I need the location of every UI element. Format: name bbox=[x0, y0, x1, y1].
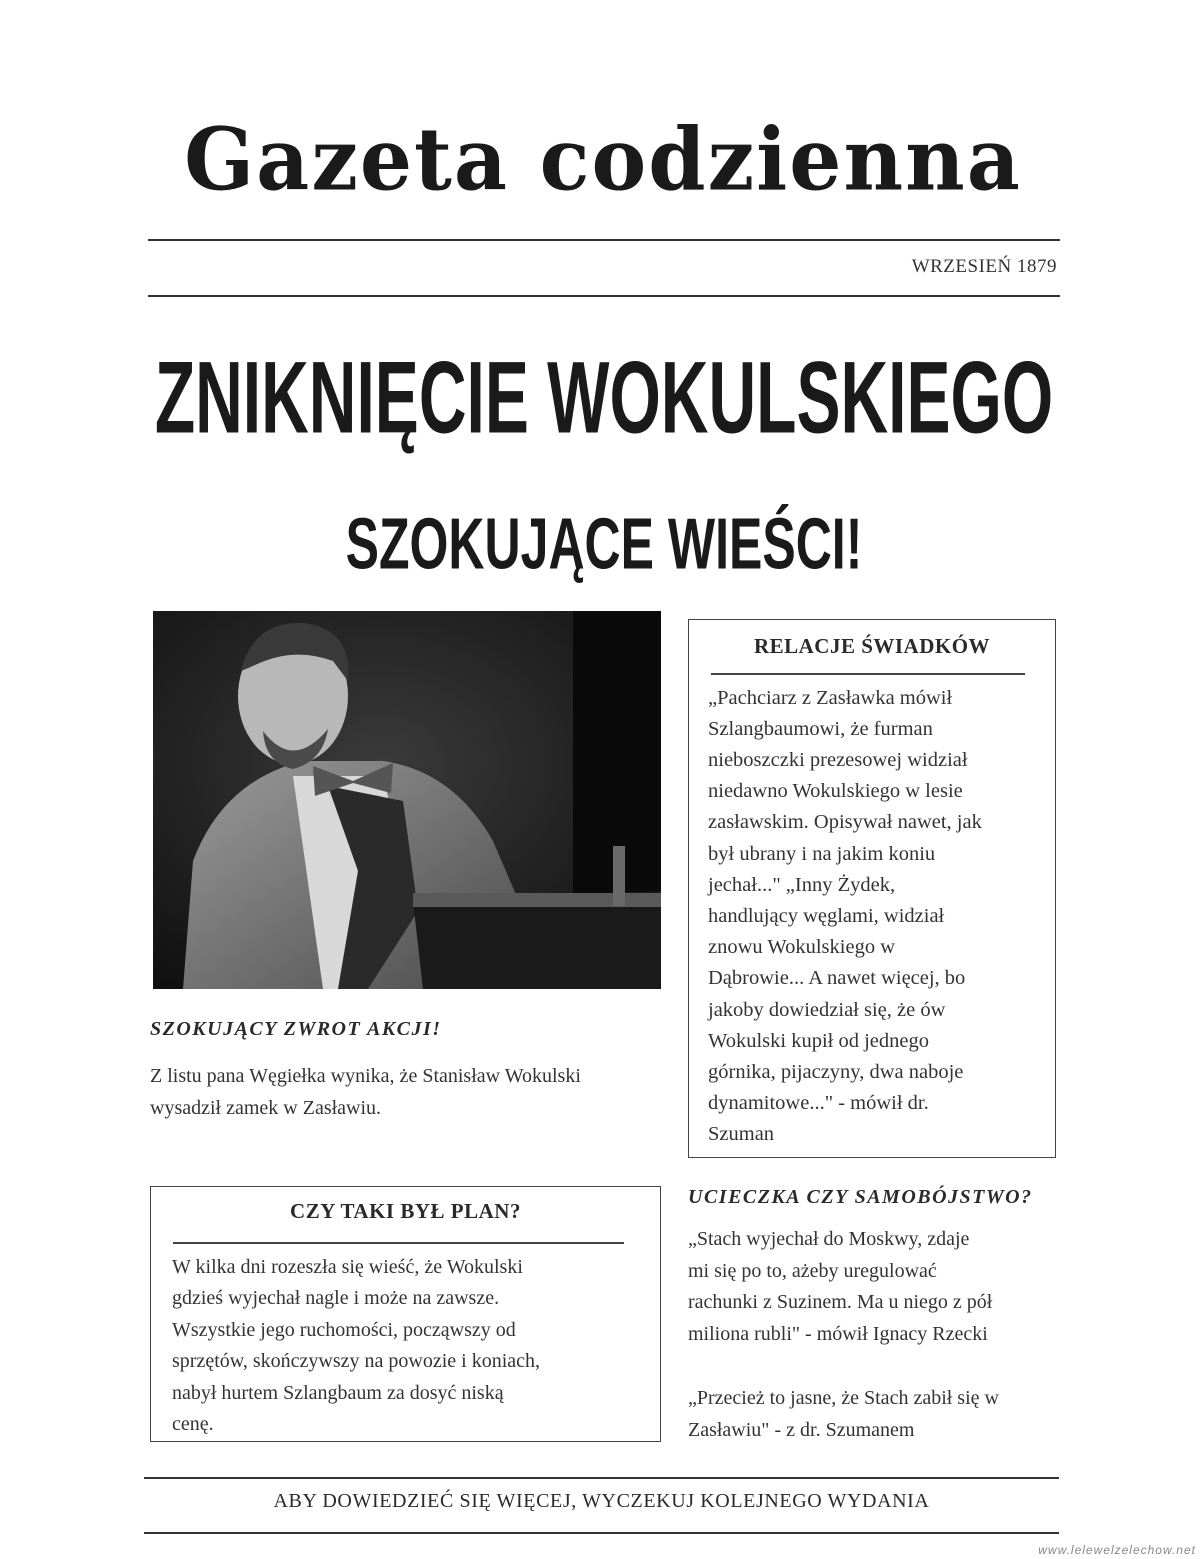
portrait-photo bbox=[153, 611, 661, 989]
footer-top-rule bbox=[144, 1477, 1059, 1479]
witness-box bbox=[688, 619, 1056, 1158]
watermark: www.lelewelzelechow.net bbox=[1038, 1543, 1196, 1557]
lead-article-text: Z listu pana Węgiełka wynika, że Stanisław Wokulski wysadził zamek w Zasławiu. bbox=[150, 1065, 581, 1119]
witness-box-rule bbox=[711, 673, 1025, 675]
plan-box-title: CZY TAKI BYŁ PLAN? bbox=[290, 1199, 521, 1223]
masthead-top-rule bbox=[148, 239, 1060, 241]
escape-quote-rzecki: „Stach wyjechał do Moskwy, zdaje mi się po to, ażeby uregulować rachunki z Suzinem. Ma u niego z pół miliona rubli" - mówił Ignacy Rzecki bbox=[688, 1228, 993, 1345]
witness-box-title: RELACJE ŚWIADKÓW bbox=[753, 634, 991, 658]
portrait-photo-icon bbox=[153, 611, 661, 989]
issue-date: WRZESIEŃ 1879 bbox=[911, 256, 1057, 277]
footer-bottom-rule bbox=[144, 1532, 1059, 1534]
footer-text: ABY DOWIEDZIEĆ SIĘ WIĘCEJ, WYCZEKUJ KOLEJNEGO WYDANIA bbox=[273, 1490, 930, 1512]
main-headline: ZNIKNIĘCIE WOKULSKIEGO bbox=[154, 339, 1054, 455]
plan-box-text: W kilka dni rozeszła się wieść, że Wokulski gdzieś wyjechał nagle i może na zawsze. Wszystkie jego ruchomości, począwszy od sprzętów, skończywszy na powozie i koniach, nabył hurtem Szlangbaum za dosyć niską cenę. bbox=[172, 1255, 541, 1435]
escape-article-kicker: UCIECZKA CZY SAMOBÓJSTWO? bbox=[688, 1186, 1033, 1208]
witness-box-text: „Pachciarz z Zasławka mówił Szlangbaumowi, że furman nieboszczki prezesowej widział niedawno Wokulskiego w lesie zasławskim. Opisywał nawet, jak był ubrany i na jakim koniu jechał..." „Inny Żydek, handlujący węglami, widział znowu Wokulskiego w Dąbrowie... A nawet więcej, bo jakoby dowiedział się, że ów Wokulski kupił od jednego górnika, pijaczyny, dwa naboje dynamitowe..." - mówił dr. Szuman bbox=[708, 686, 982, 1146]
sub-headline: SZOKUJĄCE WIEŚCI! bbox=[345, 503, 863, 585]
plan-box bbox=[150, 1186, 661, 1442]
plan-box-rule bbox=[173, 1242, 624, 1244]
lead-article-kicker: SZOKUJĄCY ZWROT AKCJI! bbox=[150, 1018, 442, 1040]
masthead-bottom-rule bbox=[148, 295, 1060, 297]
masthead-title: Gazeta codzienna bbox=[184, 109, 1022, 211]
escape-quote-szuman: „Przecież to jasne, że Stach zabił się w Zasławiu" - z dr. Szumanem bbox=[688, 1387, 999, 1441]
